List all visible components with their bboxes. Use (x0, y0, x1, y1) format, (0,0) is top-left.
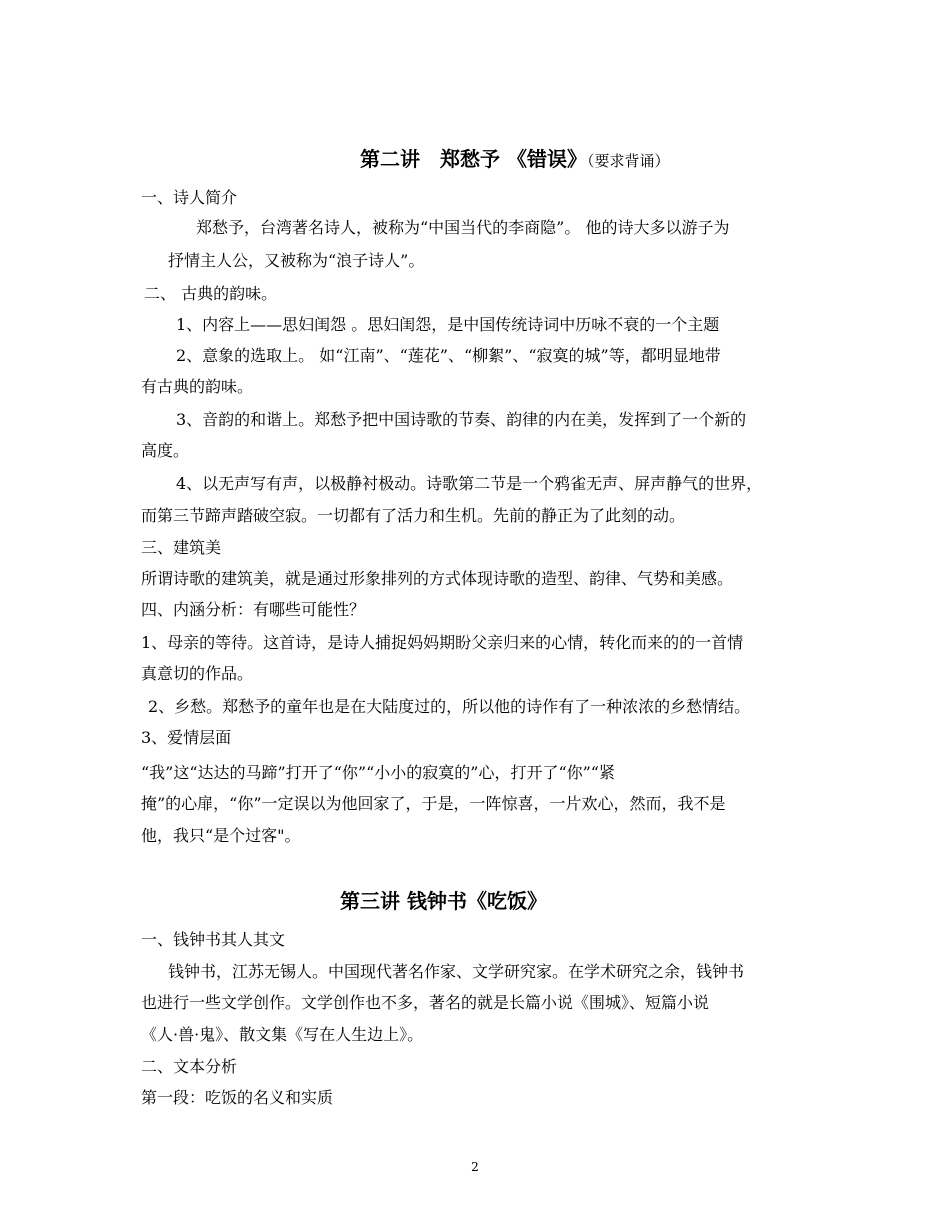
paragraph-line: 1、母亲的等待。这首诗，是诗人捕捉妈妈期盼父亲归来的心情，转化而来的的一首情 (141, 633, 744, 652)
section-heading: 三、建筑美 (141, 538, 222, 557)
lecture3-title: 第三讲 钱钟书《吃饭》 (340, 889, 547, 913)
paragraph-line: 2、乡愁。郑愁予的童年也是在大陆度过的，所以他的诗作有了一种浓浓的乡愁情结。 (148, 697, 751, 716)
paragraph-line: 第一段：吃饭的名义和实质 (141, 1088, 334, 1107)
paragraph-line: 3、音韵的和谐上。郑愁予把中国诗歌的节奏、韵律的内在美，发挥到了一个新的 (176, 410, 747, 429)
lecture2-title-note: （要求背诵） (586, 152, 670, 170)
paragraph-line: 《人·兽·鬼》、散文集《写在人生边上》。 (141, 1025, 424, 1044)
lecture2-title-main: 第二讲 郑愁予 《错误》 (360, 147, 587, 171)
section-heading: 二、文本分析 (141, 1057, 238, 1076)
paragraph-line: 有古典的韵味。 (141, 377, 254, 396)
paragraph-line: 也进行一些文学创作。文学创作也不多，著名的就是长篇小说《围城》、短篇小说 (141, 993, 710, 1012)
section-heading: 四、内涵分析：有哪些可能性？ (141, 600, 366, 619)
page-number: 2 (471, 1160, 479, 1174)
paragraph-line: 他，我只“是个过客"。 (141, 826, 301, 845)
paragraph-line: 郑愁予，台湾著名诗人，被称为“中国当代的李商隐”。 他的诗大多以游子为 (196, 218, 730, 237)
paragraph-line: 所谓诗歌的建筑美，就是通过形象排列的方式体现诗歌的造型、韵律、气势和美感。 (141, 569, 734, 588)
paragraph-line: 钱钟书，江苏无锡人。中国现代著名作家、文学研究家。在学术研究之余，钱钟书 (168, 962, 745, 981)
paragraph-line: 抒情主人公，又被称为“浪子诗人”。 (168, 251, 425, 270)
section-heading: 二、 古典的韵味。 (144, 284, 278, 303)
section-heading: 一、钱钟书其人其文 (141, 930, 286, 949)
paragraph-line: 掩”的心扉，“你”一定误以为他回家了，于是，一阵惊喜，一片欢心，然而，我不是 (141, 794, 726, 813)
lecture2-title (360, 146, 669, 174)
paragraph-line: 真意切的作品。 (141, 664, 254, 683)
paragraph-line: 4、以无声写有声，以极静衬极动。诗歌第二节是一个鸦雀无声、屏声静气的世界， (176, 474, 763, 493)
paragraph-line: “我”这“达达的马蹄”打开了“你”“小小的寂寞的”心，打开了“你”“紧 (141, 763, 615, 782)
paragraph-line: 1、内容上——思妇闺怨 。思妇闺怨，是中国传统诗词中历咏不衰的一个主题 (176, 315, 720, 334)
section-heading: 一、诗人简介 (141, 188, 238, 207)
paragraph-line: 而第三节蹄声踏破空寂。一切都有了活力和生机。先前的静正为了此刻的动。 (141, 506, 686, 525)
section-heading: 3、爱情层面 (141, 728, 232, 747)
paragraph-line: 高度。 (141, 441, 190, 460)
paragraph-line: 2、意象的选取上。 如“江南”、“莲花”、“柳絮”、“寂寞的城”等，都明显地带 (176, 346, 721, 365)
